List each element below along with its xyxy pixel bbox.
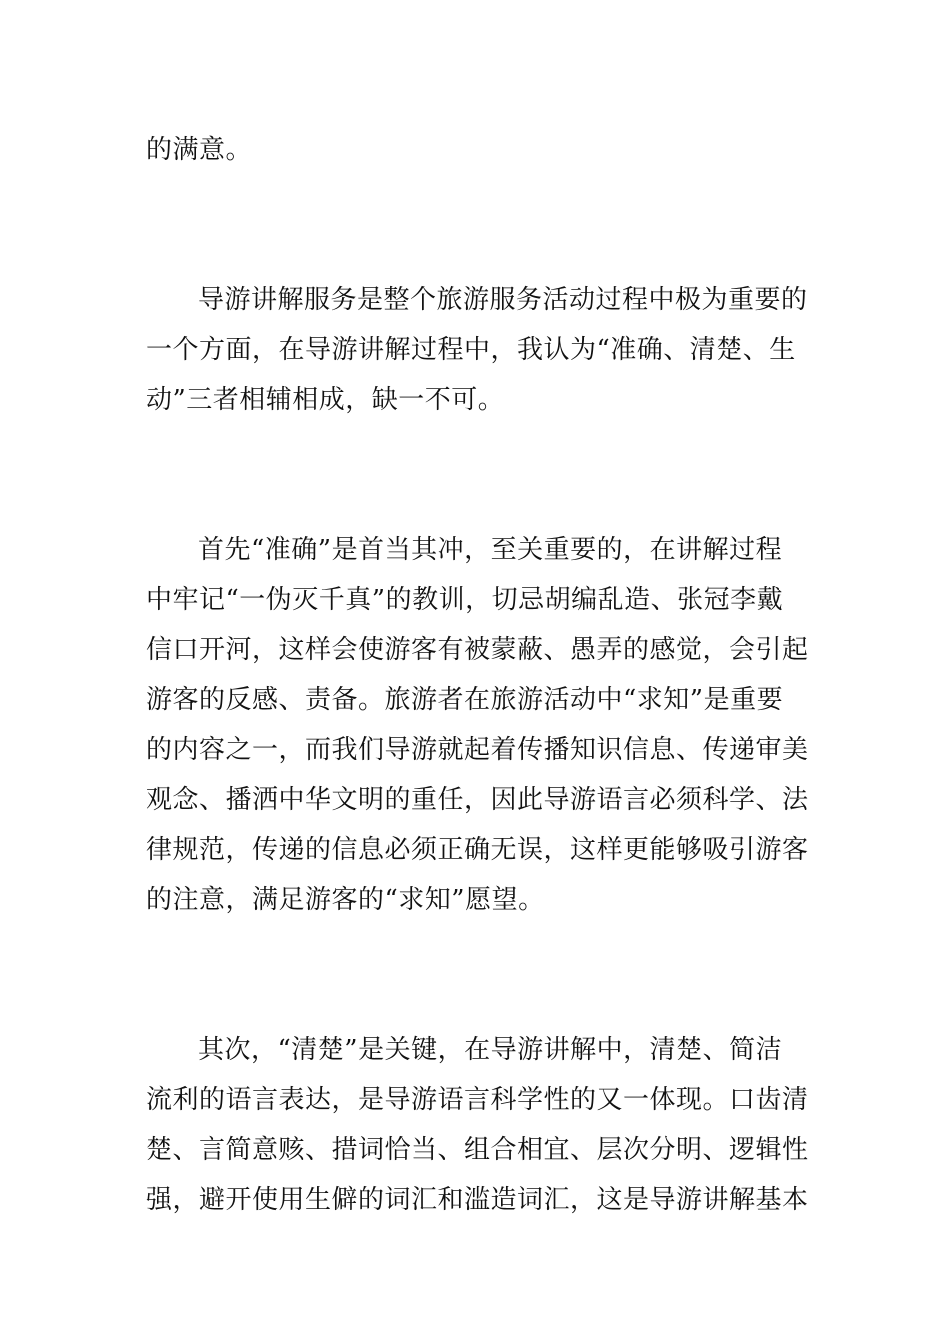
text-line: 的内容之一，而我们导游就起着传播知识信息、传递审美	[146, 735, 809, 765]
text-line: 导游讲解服务是整个旅游服务活动过程中极为重要的	[198, 285, 808, 315]
text-line: 的满意。	[146, 135, 253, 165]
text-line: 楚、言简意赅、措词恰当、组合相宜、层次分明、逻辑性	[146, 1135, 809, 1165]
text-line: 信口开河，这样会使游客有被蒙蔽、愚弄的感觉，会引起	[146, 635, 809, 665]
text-line: 一个方面，在导游讲解过程中，我认为“准确、清楚、生	[146, 335, 796, 365]
text-line: 游客的反感、责备。旅游者在旅游活动中“求知”是重要	[146, 685, 784, 715]
text-line: 律规范，传递的信息必须正确无误，这样更能够吸引游客	[146, 835, 809, 865]
text-line: 流利的语言表达，是导游语言科学性的又一体现。口齿清	[146, 1085, 809, 1115]
text-line: 其次，“清楚”是关键，在导游讲解中，清楚、简洁	[198, 1035, 783, 1065]
text-line: 首先“准确”是首当其冲，至关重要的，在讲解过程	[198, 535, 783, 565]
text-line: 中牢记“一伪灭千真”的教训，切忌胡编乱造、张冠李戴	[146, 585, 784, 615]
text-line: 动”三者相辅相成，缺一不可。	[146, 385, 505, 415]
text-line: 的注意，满足游客的“求知”愿望。	[146, 885, 545, 915]
text-line: 观念、播洒中华文明的重任，因此导游语言必须科学、法	[146, 785, 809, 815]
text-line: 强，避开使用生僻的词汇和滥造词汇，这是导游讲解基本	[146, 1185, 809, 1215]
